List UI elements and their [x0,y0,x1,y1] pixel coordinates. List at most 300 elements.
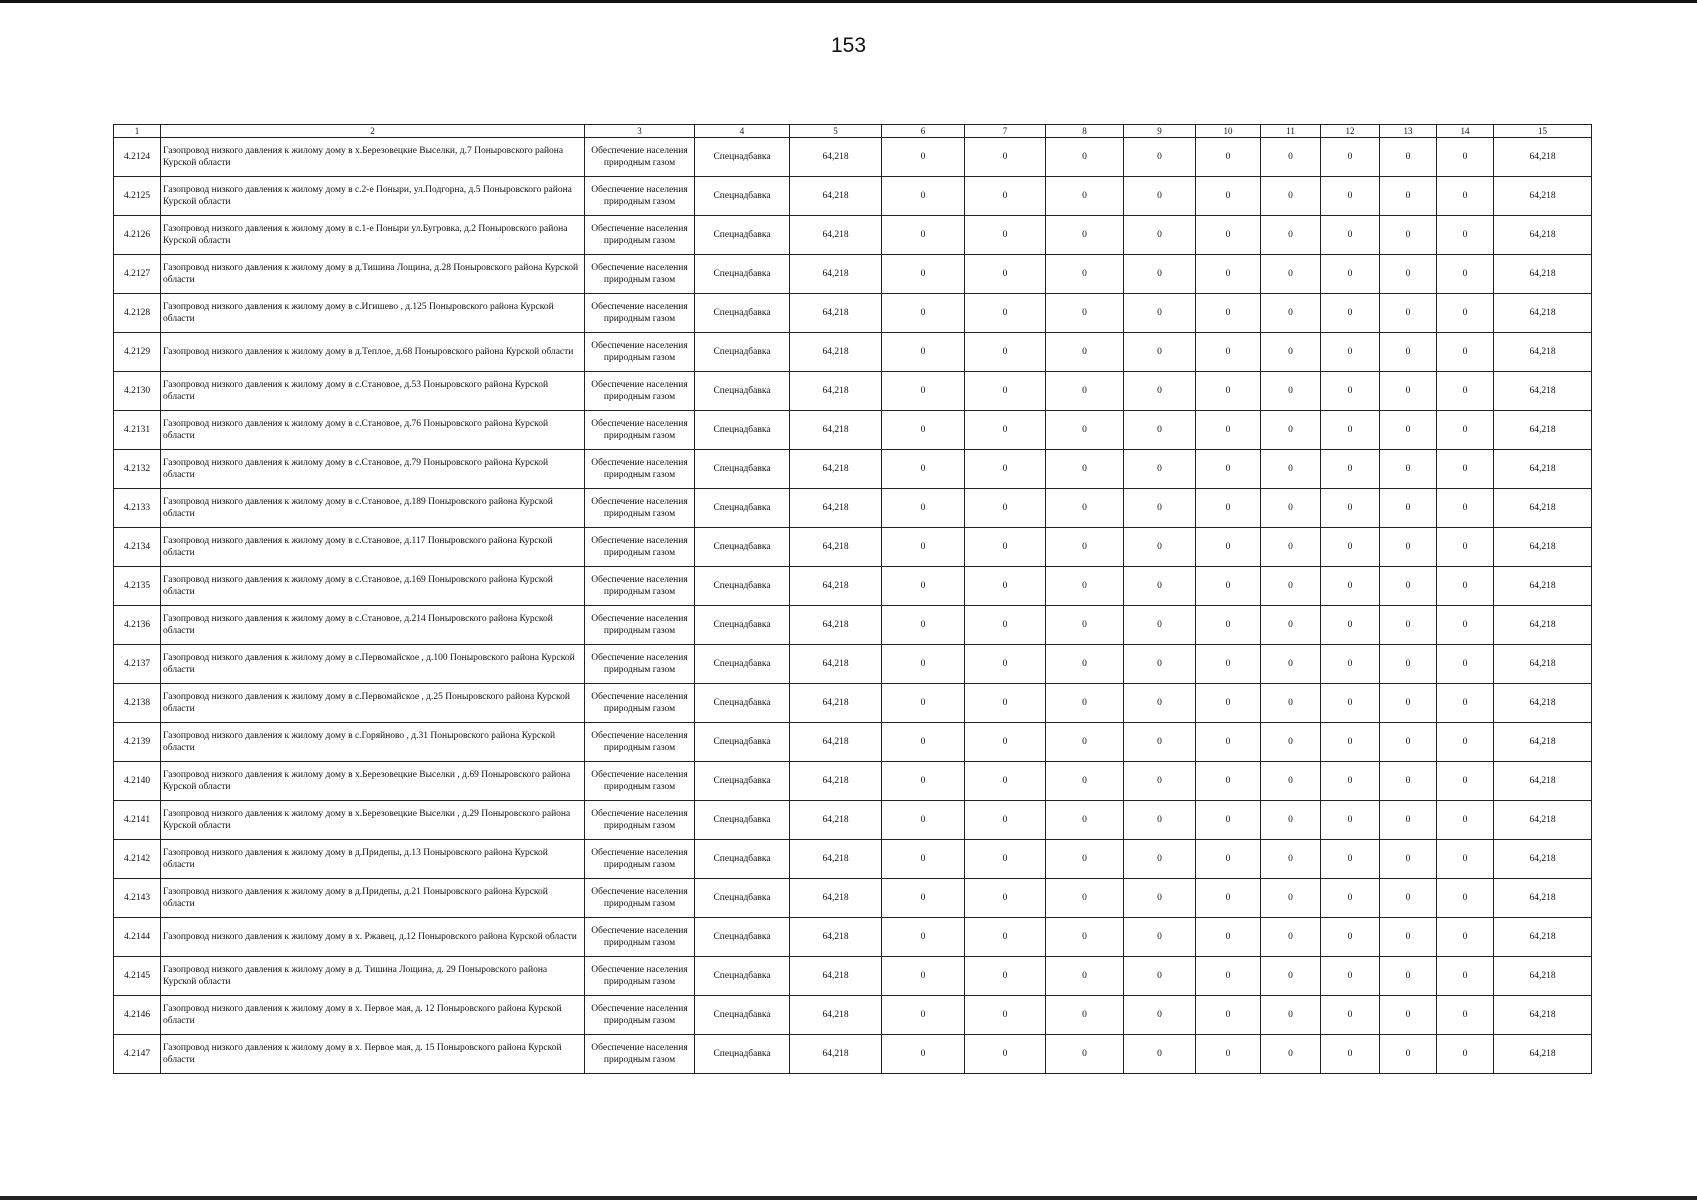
table-row [114,255,1592,294]
purpose-cell: Обеспечение населения природным газом [585,138,695,177]
value-cell: 0 [1437,801,1494,840]
value-cell: 0 [1321,177,1380,216]
value-cell: 0 [1046,255,1124,294]
funding-source-cell: Спецнадбавка [695,684,790,723]
remaining-cost-cell: 64,218 [1494,645,1592,684]
row-number-cell: 4.2143 [114,879,161,918]
value-cell: 0 [1196,294,1261,333]
funding-source-cell: Спецнадбавка [695,723,790,762]
total-cost-cell: 64,218 [790,957,882,996]
value-cell: 0 [1321,255,1380,294]
funding-source-cell: Спецнадбавка [695,840,790,879]
row-number-cell: 4.2134 [114,528,161,567]
value-cell: 0 [1437,567,1494,606]
value-cell: 0 [1380,879,1437,918]
value-cell: 0 [1196,957,1261,996]
remaining-cost-cell: 64,218 [1494,216,1592,255]
object-name-cell: Газопровод низкого давления к жилому дому в х. Ржавец, д.12 Поныровского района Курской области [161,918,585,957]
remaining-cost-cell: 64,218 [1494,1035,1592,1074]
object-name-cell: Газопровод низкого давления к жилому дому в д.Придепы, д.21 Поныровского района Курской области [161,879,585,918]
total-cost-cell: 64,218 [790,177,882,216]
value-cell: 0 [1046,801,1124,840]
value-cell: 0 [1380,216,1437,255]
value-cell: 0 [1124,1035,1196,1074]
value-cell: 0 [1321,762,1380,801]
remaining-cost-cell: 64,218 [1494,489,1592,528]
value-cell: 0 [965,489,1046,528]
value-cell: 0 [1261,450,1321,489]
column-header: 10 [1196,125,1261,138]
total-cost-cell: 64,218 [790,372,882,411]
value-cell: 0 [1321,489,1380,528]
value-cell: 0 [1196,1035,1261,1074]
value-cell: 0 [1196,996,1261,1035]
table-row [114,684,1592,723]
column-header: 11 [1261,125,1321,138]
value-cell: 0 [1196,801,1261,840]
value-cell: 0 [1437,528,1494,567]
value-cell: 0 [1124,645,1196,684]
total-cost-cell: 64,218 [790,606,882,645]
value-cell: 0 [1380,528,1437,567]
funding-source-cell: Спецнадбавка [695,450,790,489]
total-cost-cell: 64,218 [790,840,882,879]
row-number-cell: 4.2128 [114,294,161,333]
value-cell: 0 [1321,1035,1380,1074]
funding-source-cell: Спецнадбавка [695,255,790,294]
purpose-cell: Обеспечение населения природным газом [585,216,695,255]
row-number-cell: 4.2146 [114,996,161,1035]
object-name-cell: Газопровод низкого давления к жилому дому в с.1-е Поныри ул.Бугровка, д.2 Поныровского района Курской области [161,216,585,255]
total-cost-cell: 64,218 [790,489,882,528]
value-cell: 0 [965,294,1046,333]
value-cell: 0 [1046,996,1124,1035]
remaining-cost-cell: 64,218 [1494,567,1592,606]
purpose-cell: Обеспечение населения природным газом [585,450,695,489]
value-cell: 0 [1380,567,1437,606]
column-header: 1 [114,125,161,138]
column-header: 15 [1494,125,1592,138]
value-cell: 0 [965,801,1046,840]
row-number-cell: 4.2133 [114,489,161,528]
value-cell: 0 [1046,762,1124,801]
row-number-cell: 4.2131 [114,411,161,450]
row-number-cell: 4.2125 [114,177,161,216]
value-cell: 0 [1261,567,1321,606]
value-cell: 0 [1124,372,1196,411]
value-cell: 0 [1196,333,1261,372]
table-row [114,567,1592,606]
column-header: 4 [695,125,790,138]
value-cell: 0 [1196,762,1261,801]
value-cell: 0 [1196,879,1261,918]
table-row [114,216,1592,255]
value-cell: 0 [1321,957,1380,996]
value-cell: 0 [1437,294,1494,333]
total-cost-cell: 64,218 [790,645,882,684]
remaining-cost-cell: 64,218 [1494,801,1592,840]
value-cell: 0 [1196,138,1261,177]
remaining-cost-cell: 64,218 [1494,333,1592,372]
value-cell: 0 [965,723,1046,762]
value-cell: 0 [882,333,965,372]
object-name-cell: Газопровод низкого давления к жилому дому в с.Становое, д.214 Поныровского района Курской области [161,606,585,645]
object-name-cell: Газопровод низкого давления к жилому дому в с.2-е Поныри, ул.Подгорна, д.5 Поныровского района Курской области [161,177,585,216]
row-number-cell: 4.2140 [114,762,161,801]
row-number-cell: 4.2139 [114,723,161,762]
funding-source-cell: Спецнадбавка [695,801,790,840]
value-cell: 0 [1321,294,1380,333]
value-cell: 0 [1437,957,1494,996]
value-cell: 0 [1046,840,1124,879]
value-cell: 0 [1124,138,1196,177]
value-cell: 0 [882,918,965,957]
value-cell: 0 [1124,528,1196,567]
value-cell: 0 [1437,996,1494,1035]
table-row [114,1035,1592,1074]
value-cell: 0 [965,1035,1046,1074]
value-cell: 0 [1046,528,1124,567]
purpose-cell: Обеспечение населения природным газом [585,840,695,879]
remaining-cost-cell: 64,218 [1494,606,1592,645]
value-cell: 0 [1380,177,1437,216]
value-cell: 0 [965,216,1046,255]
funding-source-cell: Спецнадбавка [695,372,790,411]
value-cell: 0 [1321,372,1380,411]
table-body [114,125,1592,1074]
value-cell: 0 [1380,372,1437,411]
value-cell: 0 [1321,840,1380,879]
value-cell: 0 [1196,372,1261,411]
row-number-cell: 4.2145 [114,957,161,996]
value-cell: 0 [1124,216,1196,255]
object-name-cell: Газопровод низкого давления к жилому дому в с.Становое, д.117 Поныровского района Курской области [161,528,585,567]
value-cell: 0 [1261,684,1321,723]
funding-source-cell: Спецнадбавка [695,879,790,918]
table-row [114,411,1592,450]
value-cell: 0 [1196,723,1261,762]
value-cell: 0 [965,528,1046,567]
object-name-cell: Газопровод низкого давления к жилому дому в х.Березовецкие Выселки , д.29 Поныровского района Курской области [161,801,585,840]
value-cell: 0 [1321,645,1380,684]
table-row [114,879,1592,918]
funding-source-cell: Спецнадбавка [695,996,790,1035]
purpose-cell: Обеспечение населения природным газом [585,1035,695,1074]
purpose-cell: Обеспечение населения природным газом [585,606,695,645]
column-header: 14 [1437,125,1494,138]
object-name-cell: Газопровод низкого давления к жилому дому в с.Становое, д.76 Поныровского района Курской области [161,411,585,450]
value-cell: 0 [1196,489,1261,528]
column-header: 5 [790,125,882,138]
table-row [114,372,1592,411]
purpose-cell: Обеспечение населения природным газом [585,255,695,294]
investment-table-container [113,124,1591,1074]
investment-table [113,124,1592,1074]
value-cell: 0 [1437,879,1494,918]
column-header: 12 [1321,125,1380,138]
value-cell: 0 [1437,840,1494,879]
value-cell: 0 [882,645,965,684]
value-cell: 0 [1124,840,1196,879]
value-cell: 0 [1124,684,1196,723]
value-cell: 0 [1046,177,1124,216]
object-name-cell: Газопровод низкого давления к жилому дому в х.Березовецкие Выселки, д.7 Поныровского района Курской области [161,138,585,177]
funding-source-cell: Спецнадбавка [695,957,790,996]
value-cell: 0 [1046,333,1124,372]
page-number: 153 [830,34,867,57]
object-name-cell: Газопровод низкого давления к жилому дому в х.Березовецкие Выселки , д.69 Поныровского района Курской области [161,762,585,801]
value-cell: 0 [1196,918,1261,957]
value-cell: 0 [1196,528,1261,567]
value-cell: 0 [965,372,1046,411]
remaining-cost-cell: 64,218 [1494,177,1592,216]
table-row [114,801,1592,840]
object-name-cell: Газопровод низкого давления к жилому дому в д.Теплое, д.68 Поныровского района Курской области [161,333,585,372]
value-cell: 0 [1437,684,1494,723]
value-cell: 0 [1380,801,1437,840]
value-cell: 0 [1261,879,1321,918]
value-cell: 0 [1124,489,1196,528]
value-cell: 0 [1380,411,1437,450]
value-cell: 0 [882,762,965,801]
value-cell: 0 [1261,411,1321,450]
value-cell: 0 [1380,996,1437,1035]
value-cell: 0 [1196,450,1261,489]
column-header: 7 [965,125,1046,138]
total-cost-cell: 64,218 [790,255,882,294]
value-cell: 0 [1261,996,1321,1035]
value-cell: 0 [882,177,965,216]
value-cell: 0 [1261,216,1321,255]
value-cell: 0 [882,801,965,840]
value-cell: 0 [882,1035,965,1074]
value-cell: 0 [1380,684,1437,723]
value-cell: 0 [965,840,1046,879]
value-cell: 0 [1321,918,1380,957]
table-row [114,450,1592,489]
remaining-cost-cell: 64,218 [1494,840,1592,879]
value-cell: 0 [1196,255,1261,294]
row-number-cell: 4.2138 [114,684,161,723]
value-cell: 0 [1261,138,1321,177]
value-cell: 0 [965,255,1046,294]
purpose-cell: Обеспечение населения природным газом [585,177,695,216]
value-cell: 0 [1046,879,1124,918]
value-cell: 0 [882,606,965,645]
total-cost-cell: 64,218 [790,879,882,918]
object-name-cell: Газопровод низкого давления к жилому дому в с.Становое, д.189 Поныровского района Курской области [161,489,585,528]
column-header: 8 [1046,125,1124,138]
value-cell: 0 [1124,567,1196,606]
value-cell: 0 [1437,255,1494,294]
value-cell: 0 [882,216,965,255]
value-cell: 0 [1046,489,1124,528]
table-row [114,528,1592,567]
remaining-cost-cell: 64,218 [1494,996,1592,1035]
purpose-cell: Обеспечение населения природным газом [585,801,695,840]
value-cell: 0 [1046,372,1124,411]
value-cell: 0 [1321,684,1380,723]
column-header: 13 [1380,125,1437,138]
table-row [114,489,1592,528]
total-cost-cell: 64,218 [790,723,882,762]
table-row [114,294,1592,333]
value-cell: 0 [1196,684,1261,723]
value-cell: 0 [1046,723,1124,762]
row-number-cell: 4.2147 [114,1035,161,1074]
object-name-cell: Газопровод низкого давления к жилому дому в с.Становое, д.79 Поныровского района Курской области [161,450,585,489]
funding-source-cell: Спецнадбавка [695,762,790,801]
total-cost-cell: 64,218 [790,567,882,606]
value-cell: 0 [1046,216,1124,255]
object-name-cell: Газопровод низкого давления к жилому дому в с.Становое, д.53 Поныровского района Курской области [161,372,585,411]
purpose-cell: Обеспечение населения природным газом [585,294,695,333]
value-cell: 0 [1321,801,1380,840]
value-cell: 0 [1046,294,1124,333]
value-cell: 0 [882,450,965,489]
remaining-cost-cell: 64,218 [1494,723,1592,762]
remaining-cost-cell: 64,218 [1494,372,1592,411]
table-row [114,957,1592,996]
funding-source-cell: Спецнадбавка [695,489,790,528]
value-cell: 0 [1124,879,1196,918]
object-name-cell: Газопровод низкого давления к жилому дому в х. Первое мая, д. 12 Поныровского района Курской области [161,996,585,1035]
value-cell: 0 [1321,333,1380,372]
value-cell: 0 [1437,1035,1494,1074]
funding-source-cell: Спецнадбавка [695,333,790,372]
value-cell: 0 [1046,606,1124,645]
value-cell: 0 [1261,333,1321,372]
total-cost-cell: 64,218 [790,333,882,372]
remaining-cost-cell: 64,218 [1494,684,1592,723]
value-cell: 0 [1380,762,1437,801]
value-cell: 0 [1124,801,1196,840]
value-cell: 0 [882,489,965,528]
value-cell: 0 [882,840,965,879]
value-cell: 0 [882,879,965,918]
column-header: 6 [882,125,965,138]
object-name-cell: Газопровод низкого давления к жилому дому в с.Становое, д.169 Поныровского района Курской области [161,567,585,606]
value-cell: 0 [1321,450,1380,489]
value-cell: 0 [1196,606,1261,645]
value-cell: 0 [1124,255,1196,294]
table-row [114,840,1592,879]
row-number-cell: 4.2137 [114,645,161,684]
value-cell: 0 [1321,996,1380,1035]
object-name-cell: Газопровод низкого давления к жилому дому в с.Первомайское , д.100 Поныровского района Курской области [161,645,585,684]
column-header: 2 [161,125,585,138]
funding-source-cell: Спецнадбавка [695,177,790,216]
value-cell: 0 [1380,840,1437,879]
value-cell: 0 [1046,450,1124,489]
object-name-cell: Газопровод низкого давления к жилому дому в с.Горяйново , д.31 Поныровского района Курской области [161,723,585,762]
row-number-cell: 4.2124 [114,138,161,177]
total-cost-cell: 64,218 [790,450,882,489]
value-cell: 0 [1437,489,1494,528]
purpose-cell: Обеспечение населения природным газом [585,333,695,372]
value-cell: 0 [1261,840,1321,879]
value-cell: 0 [1046,645,1124,684]
value-cell: 0 [1437,216,1494,255]
value-cell: 0 [1261,957,1321,996]
funding-source-cell: Спецнадбавка [695,216,790,255]
value-cell: 0 [882,255,965,294]
value-cell: 0 [882,723,965,762]
object-name-cell: Газопровод низкого давления к жилому дому в д. Тишина Лощина, д. 29 Поныровского района Курской области [161,957,585,996]
value-cell: 0 [1321,138,1380,177]
value-cell: 0 [882,138,965,177]
value-cell: 0 [1321,879,1380,918]
total-cost-cell: 64,218 [790,411,882,450]
value-cell: 0 [1380,294,1437,333]
purpose-cell: Обеспечение населения природным газом [585,372,695,411]
column-header: 3 [585,125,695,138]
row-number-cell: 4.2142 [114,840,161,879]
value-cell: 0 [1124,957,1196,996]
value-cell: 0 [1124,411,1196,450]
value-cell: 0 [1261,801,1321,840]
value-cell: 0 [882,957,965,996]
table-row [114,762,1592,801]
remaining-cost-cell: 64,218 [1494,255,1592,294]
funding-source-cell: Спецнадбавка [695,606,790,645]
value-cell: 0 [965,684,1046,723]
value-cell: 0 [1380,918,1437,957]
scan-bottom-edge [0,1196,1697,1200]
remaining-cost-cell: 64,218 [1494,762,1592,801]
value-cell: 0 [1261,762,1321,801]
value-cell: 0 [882,684,965,723]
value-cell: 0 [1261,645,1321,684]
value-cell: 0 [1124,996,1196,1035]
value-cell: 0 [1437,723,1494,762]
funding-source-cell: Спецнадбавка [695,528,790,567]
object-name-cell: Газопровод низкого давления к жилому дому в х. Первое мая, д. 15 Поныровского района Курской области [161,1035,585,1074]
value-cell: 0 [1046,567,1124,606]
row-number-cell: 4.2136 [114,606,161,645]
row-number-cell: 4.2132 [114,450,161,489]
value-cell: 0 [1380,645,1437,684]
purpose-cell: Обеспечение населения природным газом [585,411,695,450]
funding-source-cell: Спецнадбавка [695,567,790,606]
value-cell: 0 [965,567,1046,606]
value-cell: 0 [1124,450,1196,489]
value-cell: 0 [882,294,965,333]
purpose-cell: Обеспечение населения природным газом [585,528,695,567]
table-row [114,918,1592,957]
row-number-cell: 4.2130 [114,372,161,411]
total-cost-cell: 64,218 [790,528,882,567]
value-cell: 0 [1124,723,1196,762]
object-name-cell: Газопровод низкого давления к жилому дому в с.Игишево , д.125 Поныровского района Курской области [161,294,585,333]
value-cell: 0 [1380,957,1437,996]
remaining-cost-cell: 64,218 [1494,450,1592,489]
purpose-cell: Обеспечение населения природным газом [585,723,695,762]
value-cell: 0 [965,138,1046,177]
value-cell: 0 [1321,216,1380,255]
value-cell: 0 [1437,177,1494,216]
value-cell: 0 [965,177,1046,216]
value-cell: 0 [1380,138,1437,177]
value-cell: 0 [1046,1035,1124,1074]
value-cell: 0 [965,996,1046,1035]
value-cell: 0 [1321,723,1380,762]
total-cost-cell: 64,218 [790,1035,882,1074]
value-cell: 0 [965,450,1046,489]
value-cell: 0 [1380,723,1437,762]
value-cell: 0 [965,918,1046,957]
table-row [114,723,1592,762]
